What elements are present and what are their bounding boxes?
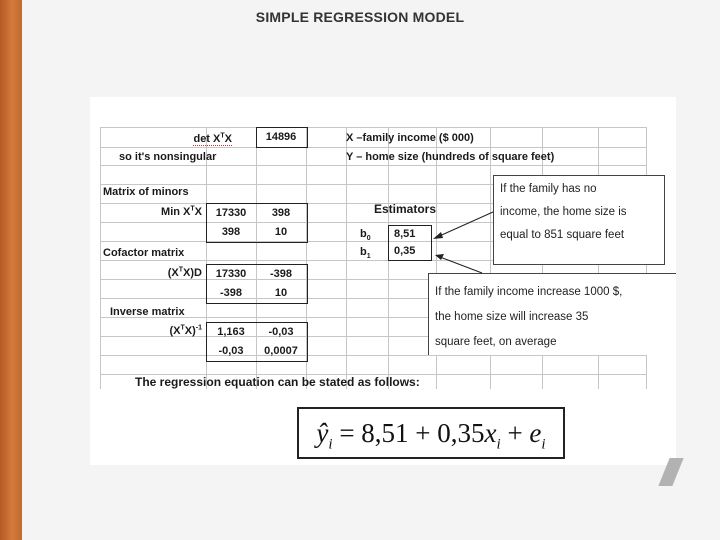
regression-equation: $ŷ_i = 8,51 + 0,35x_i + e_i$ [297, 407, 565, 459]
nonsingular-note: so it's nonsingular [119, 151, 217, 163]
cofactor-cell: -398 [269, 268, 293, 280]
note-line: square feet, on average [435, 336, 557, 348]
inverse-cell: -0,03 [218, 345, 244, 357]
page-title: SIMPLE REGRESSION MODEL [255, 9, 465, 25]
minor-cell: 398 [271, 207, 291, 219]
det-value: 14896 [265, 131, 297, 143]
minor-cell: 10 [274, 226, 288, 238]
note-line: equal to 851 square feet [500, 229, 625, 241]
inverse-title: Inverse matrix [110, 306, 185, 318]
cofactor-cell: 17330 [215, 268, 247, 280]
minor-cell: 398 [221, 226, 241, 238]
inverse-cell: -0,03 [268, 326, 294, 338]
cofactor-cell: -398 [219, 287, 243, 299]
inverse-label: $(X^TX)^{-1}$ [169, 324, 202, 337]
arrow-head [435, 254, 444, 260]
b1-value: 0,35 [394, 245, 416, 257]
estimators-title: Estimators [374, 202, 437, 216]
arrow-head [433, 232, 443, 239]
minors-title: Matrix of minors [103, 186, 189, 198]
b0-value: 8,51 [394, 228, 416, 240]
arrow-line [435, 212, 493, 238]
cofactor-label: $(X^TX)D$ [167, 266, 202, 279]
accent-stripe [0, 0, 22, 540]
inverse-cell: 0,0007 [264, 345, 298, 357]
minor-cell: 17330 [215, 207, 247, 219]
b1-label: $b_1$ [360, 246, 371, 261]
cofactor-title: Cofactor matrix [103, 247, 185, 259]
note-line: If the family has no [500, 183, 597, 195]
equation-caption: The regression equation can be stated as follows: [135, 375, 420, 389]
arrow-line [440, 257, 482, 273]
det-label: $\det X^TX$ [193, 132, 232, 145]
inverse-cell: 1,163 [217, 326, 245, 338]
b0-label: $b_0$ [360, 228, 371, 243]
cofactor-cell: 10 [274, 287, 288, 299]
min-label: Min $X^TX$ [161, 205, 202, 218]
note-line: income, the home size is [500, 206, 627, 218]
note-line: If the family income increase 1000 $, [435, 286, 623, 298]
note-line: the home size will increase 35 [435, 311, 589, 323]
y-definition: Y – home size (hundreds of square feet) [346, 151, 555, 163]
x-definition: X –family income ($ 000) [346, 132, 474, 144]
